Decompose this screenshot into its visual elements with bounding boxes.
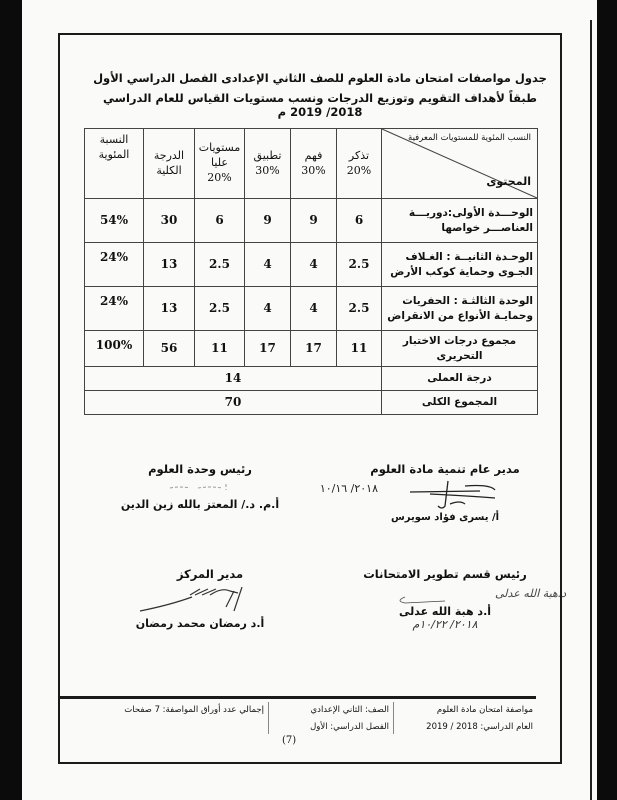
row-label: الوحدة الثالثـة : الحفريات وحمايـة الأنواع من الانقراض <box>382 287 538 331</box>
practical-value: 14 <box>85 367 382 391</box>
grand-total-label: المجموع الكلى <box>382 391 538 415</box>
cell-remember: 2.5 <box>337 287 382 331</box>
scan-edge-right <box>597 0 617 800</box>
cell-remember: 2.5 <box>337 243 382 287</box>
cell-total: 13 <box>144 287 195 331</box>
cell-higher: 6 <box>195 199 245 243</box>
cell-understand: 17 <box>291 331 337 367</box>
footer-total-pages: إجمالي عدد أوراق المواصفة: 7 صفحات <box>124 705 264 715</box>
footer-grade: الصف: الثاني الإعدادي <box>310 705 389 715</box>
signature-exams-development-head <box>345 567 567 631</box>
cell-understand: 4 <box>291 243 337 287</box>
grand-total-value: 70 <box>85 391 382 415</box>
scan-edge-left <box>0 0 22 800</box>
signature-science-development-director <box>319 462 545 523</box>
levels-header: النسب المئوية للمستويات المعرفية <box>408 133 531 143</box>
col-header-apply: تطبيق 30% <box>245 129 291 199</box>
table-row-grand-total <box>85 391 538 415</box>
handwritten-signature <box>385 581 567 605</box>
footer-academic-year: العام الدراسي: 2018 / 2019 <box>426 722 533 732</box>
cell-percentage: 54% <box>85 199 144 243</box>
cell-remember: 6 <box>337 199 382 243</box>
cell-percentage: 24% <box>85 243 144 287</box>
row-label: الوحـدة الثانيــة : الغـلاف الجـوى وحماية كوكب الأرض <box>382 243 538 287</box>
cell-understand: 9 <box>291 199 337 243</box>
table-row-practical <box>85 367 538 391</box>
handwritten-date: ٢٠١٨/ ١٠/٢٢م <box>412 618 478 631</box>
row-label: مجموع درجات الاختبار التحريرى <box>382 331 538 367</box>
col-header-higher-levels: مستويات عليا 20% <box>195 129 245 199</box>
cell-total: 56 <box>144 331 195 367</box>
handwritten-signature <box>319 476 520 512</box>
col-header-understand: فهم 30% <box>291 129 337 199</box>
cell-apply: 17 <box>245 331 291 367</box>
cell-higher: 2.5 <box>195 287 245 331</box>
col-header-remember: تذكر 20% <box>337 129 382 199</box>
cell-apply: 4 <box>245 243 291 287</box>
signature-science-unit-head <box>95 462 305 511</box>
cell-total: 13 <box>144 243 195 287</box>
document-subtitle: طبقاً لأهداف التقويم وتوزيع الدرجات ونسب مستويات القياس للعام الدراسي 2018/ 2019 م <box>103 91 537 119</box>
diagonal-header-cell <box>382 129 538 199</box>
content-header: المحتوى <box>486 175 531 189</box>
footer-divider <box>393 702 394 734</box>
row-label: الوحـــدة الأولى:دوريـــة العناصـــر خواصها <box>382 199 538 243</box>
signature-title: رئيس قسم تطوير الامتحانات <box>363 567 527 581</box>
footer-exam-info <box>400 702 533 736</box>
footer-grade-info <box>272 702 389 736</box>
practical-label: درجة العملى <box>382 367 538 391</box>
scan-edge-line <box>590 20 592 800</box>
cell-percentage: 24% <box>85 287 144 331</box>
cell-higher: 2.5 <box>195 243 245 287</box>
signature-center-director <box>95 567 305 630</box>
signature-name: أ.م. د./ المعتز بالله زين الدين <box>120 498 280 511</box>
footer-semester: الفصل الدراسي: الأول <box>310 722 389 732</box>
handwritten-signature <box>160 476 240 498</box>
table-header-row <box>85 129 538 199</box>
signature-title: رئيس وحدة العلوم <box>148 462 252 476</box>
table-row <box>85 199 538 243</box>
signature-title: مدير عام تنمية مادة العلوم <box>370 462 520 476</box>
col-header-percentage: النسبة المئوية <box>85 129 144 199</box>
cell-apply: 4 <box>245 287 291 331</box>
cell-apply: 9 <box>245 199 291 243</box>
document-title: جدول مواصفات امتحان مادة العلوم للصف الثاني الإعدادى الفصل الدراسي الأول <box>93 71 547 85</box>
footer-divider <box>268 702 269 734</box>
page-number: (7) <box>282 735 297 746</box>
cell-higher: 11 <box>195 331 245 367</box>
footer-rule <box>60 696 536 699</box>
svg-text:د.هبة الله عدلى: د.هبة الله عدلى <box>495 587 567 600</box>
table-row <box>85 287 538 331</box>
cell-understand: 4 <box>291 287 337 331</box>
footer-pages-info <box>62 702 264 719</box>
footer-exam-title: مواصفة امتحان مادة العلوم <box>436 705 533 715</box>
cell-percentage: 100% <box>85 331 144 367</box>
signature-name: أ.د رمضان محمد رمضان <box>135 617 265 630</box>
signature-name: أ.د هبة الله عدلى <box>398 605 492 618</box>
cell-remember: 11 <box>337 331 382 367</box>
table-row <box>85 243 538 287</box>
signature-title: مدير المركز <box>176 567 244 581</box>
handwritten-signature <box>130 581 270 617</box>
cell-total: 30 <box>144 199 195 243</box>
table-row-written-total <box>85 331 538 367</box>
col-header-total-score: الدرجة الكلية <box>144 129 195 199</box>
signature-name: أ/ يسرى فؤاد سويرس <box>390 512 500 523</box>
specification-table <box>84 128 538 415</box>
svg-text:٢٠١٨/ ١٠/١٦: ٢٠١٨/ ١٠/١٦ <box>319 482 378 495</box>
